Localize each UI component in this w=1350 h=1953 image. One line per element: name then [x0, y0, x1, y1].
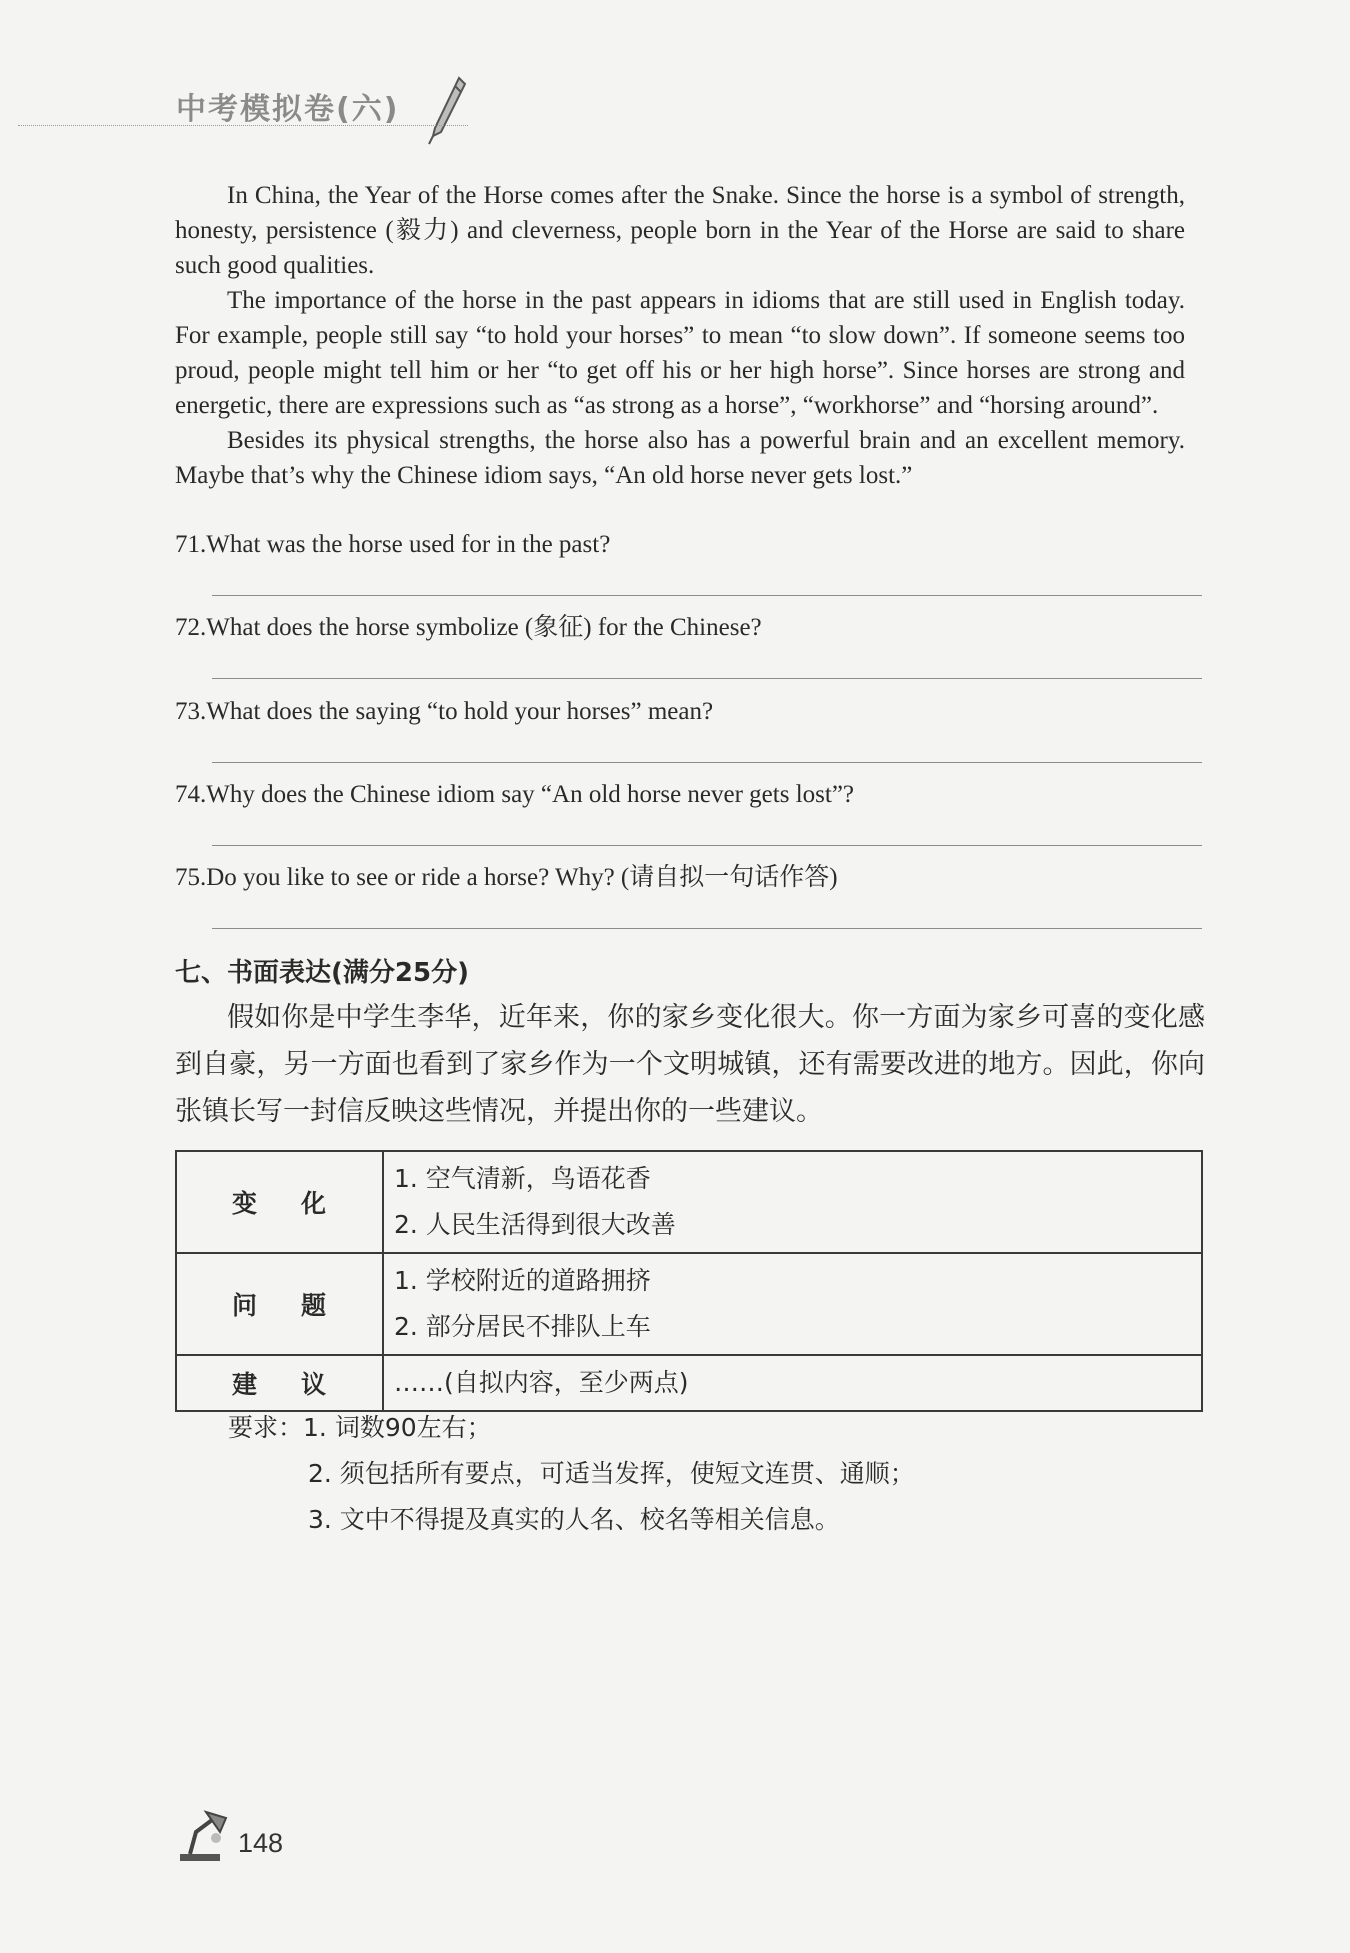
- answer-line-73[interactable]: [212, 762, 1202, 763]
- passage-paragraph: Besides its physical strengths, the horse also has a powerful brain and an excellent memory. Maybe that’s why the Chinese idiom says, “An old horse never gets lost.”: [175, 427, 1185, 489]
- answer-line-75[interactable]: [212, 928, 1202, 929]
- section-heading: 七、书面表达(满分25分): [175, 958, 469, 988]
- table-row-content: [383, 1151, 1202, 1253]
- question-71: [175, 527, 610, 562]
- page-header-title: 中考模拟卷(六): [176, 92, 400, 127]
- reading-passage: [175, 178, 1185, 493]
- passage-paragraph: The importance of the horse in the past appears in idioms that are still used in English today. For example, people still say “to hold your horses” to mean “to slow down”. If someone seems too proud, people might tell him or her “to get off his or her high horse”. Since horses are strong and energetic, there are expressions such as “as strong as a horse”, “workhorse” and “horsing around”.: [175, 287, 1185, 419]
- table-row-content: [383, 1253, 1202, 1355]
- requirements-label: 要求：: [228, 1413, 304, 1442]
- writing-prompt: 假如你是中学生李华，近年来，你的家乡变化很大。你一方面为家乡可喜的变化感到自豪，另一方面也看到了家乡作为一个文明城镇，还有需要改进的地方。因此，你向张镇长写一封信反映这些情况，并提出你的一些建议。: [175, 1002, 1205, 1127]
- table-row: [176, 1355, 1202, 1411]
- table-row: [176, 1253, 1202, 1355]
- question-73: [175, 694, 713, 729]
- table-item: 1. 学校附近的道路拥挤: [394, 1266, 651, 1295]
- table-row-content: [383, 1355, 1202, 1411]
- pen-icon: [425, 74, 469, 146]
- requirement-item: 2. 须包括所有要点，可适当发挥，使短文连贯、通顺；: [308, 1459, 915, 1488]
- table-row-header: 问题: [176, 1253, 383, 1355]
- answer-line-72[interactable]: [212, 678, 1202, 679]
- table-row-header: 建议: [176, 1355, 383, 1411]
- table-item: 2. 部分居民不排队上车: [394, 1312, 651, 1341]
- question-72: [175, 610, 762, 645]
- answer-line-74[interactable]: [212, 845, 1202, 846]
- writing-requirements: [228, 1405, 915, 1543]
- question-text: Do you like to see or ride a horse? Why? (请自拟一句话作答): [206, 864, 838, 891]
- passage-paragraph: In China, the Year of the Horse comes after the Snake. Since the horse is a symbol of strength, honesty, persistence (毅力) and cleverness, people born in the Year of the Horse are said to share such good qualities.: [175, 182, 1185, 279]
- table-item: 1. 空气清新，鸟语花香: [394, 1164, 651, 1193]
- question-text: Why does the Chinese idiom say “An old horse never gets lost”?: [206, 781, 855, 808]
- requirement-item: 3. 文中不得提及真实的人名、校名等相关信息。: [308, 1505, 840, 1534]
- question-text: What was the horse used for in the past?: [206, 531, 611, 558]
- table-row-header: 变化: [176, 1151, 383, 1253]
- question-number: 71.: [175, 531, 207, 558]
- question-number: 74.: [175, 781, 207, 808]
- question-number: 72.: [175, 614, 207, 641]
- question-text: What does the horse symbolize (象征) for the Chinese?: [206, 614, 762, 641]
- table-item: 2. 人民生活得到很大改善: [394, 1210, 676, 1239]
- requirement-item: 要求：1. 词数90左右；: [228, 1413, 492, 1442]
- page-number: 148: [238, 1828, 284, 1858]
- table-row: [176, 1151, 1202, 1253]
- question-75: [175, 860, 838, 895]
- question-74: [175, 777, 854, 812]
- question-number: 73.: [175, 698, 207, 725]
- writing-points-table: [175, 1150, 1203, 1412]
- desk-lamp-icon: [176, 1808, 234, 1864]
- question-number: 75.: [175, 864, 207, 891]
- header-divider: [18, 125, 468, 126]
- question-text: What does the saying “to hold your horses” mean?: [206, 698, 714, 725]
- answer-line-71[interactable]: [212, 595, 1202, 596]
- table-item: ……(自拟内容，至少两点): [394, 1368, 689, 1397]
